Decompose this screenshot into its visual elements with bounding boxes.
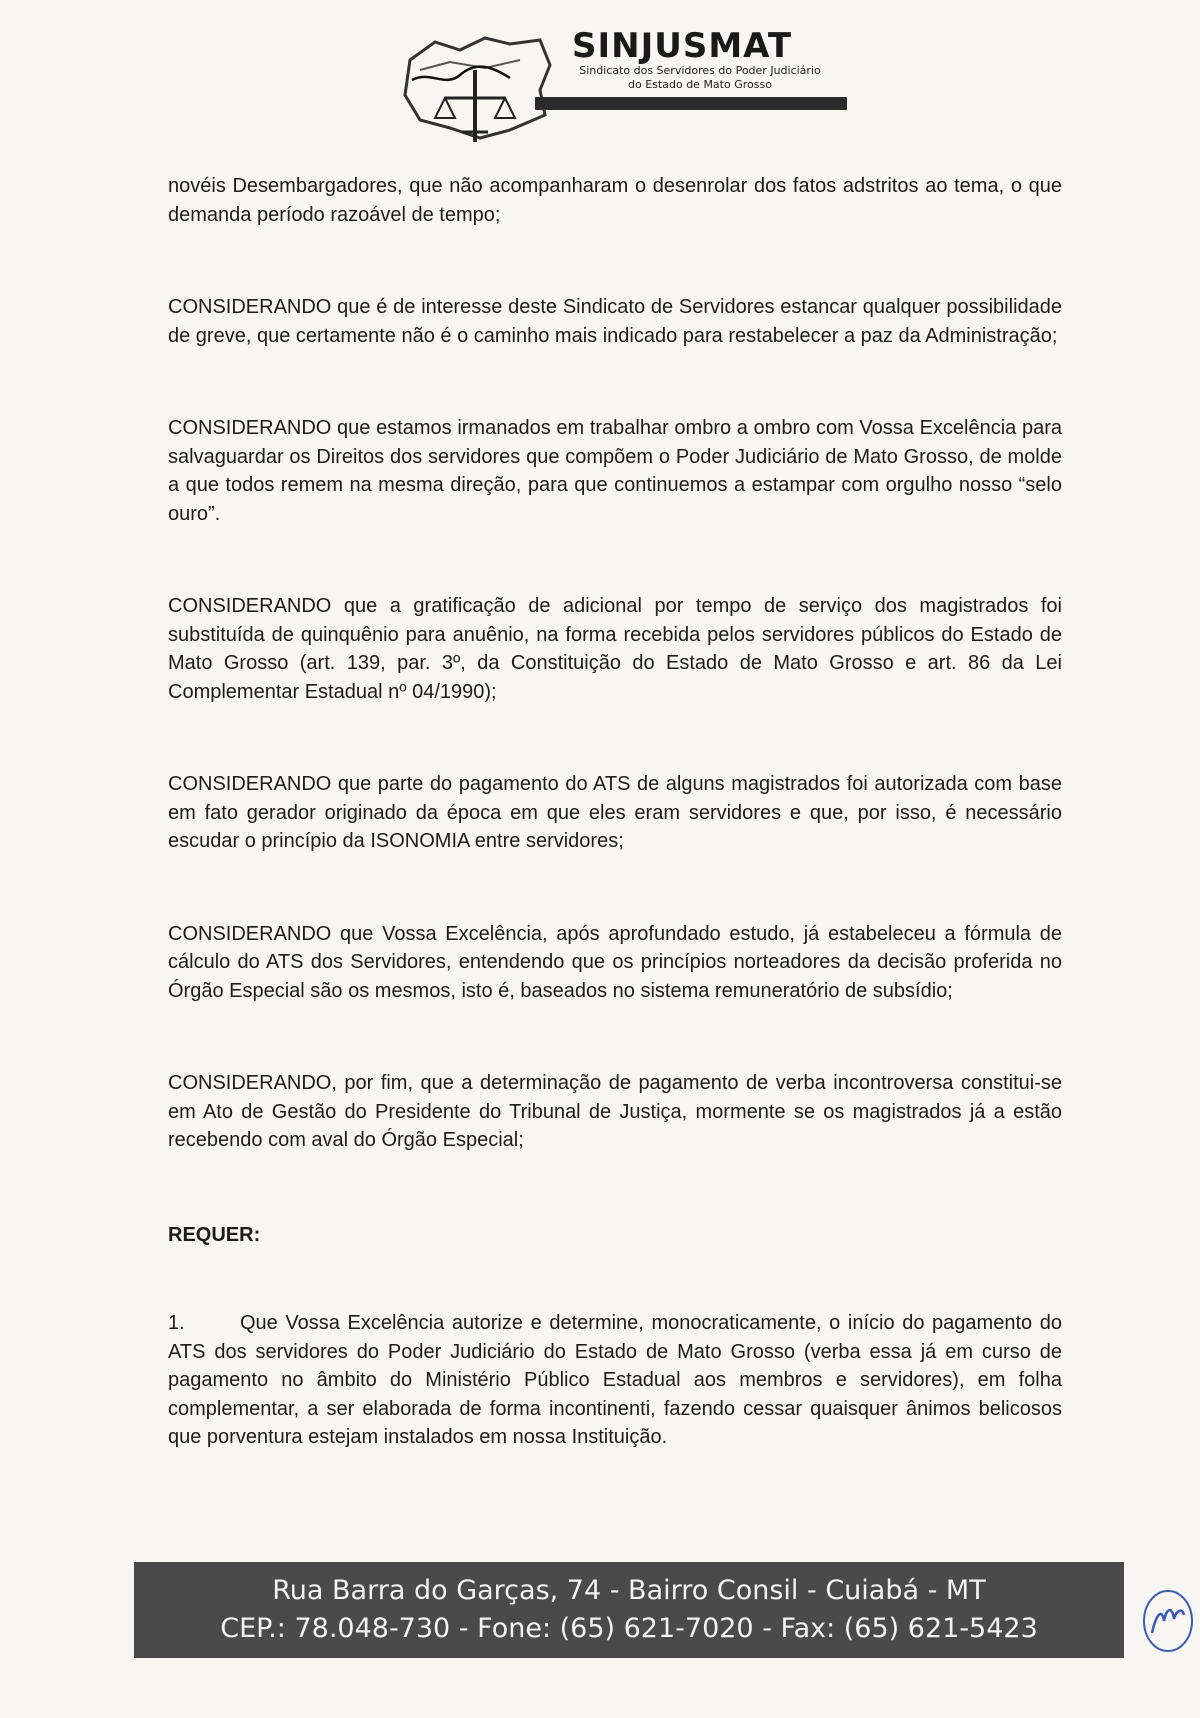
section-heading: REQUER: (168, 1223, 261, 1246)
org-subtitle (550, 64, 850, 92)
request-text: Que Vossa Excelência autorize e determine, monocraticamente, o início do pagamento do ATS dos servidores do Poder Judiciário do Estado de Mato Grosso (verba essa já em curso de pagamento no âmbito do Ministério Público Estadual aos membros e servidores), em folha complementar, a ser elaborada de forma incontinenti, fazendo cessar quaisquer ânimos belicosos que porventura estejam instalados em nossa Instituição. (168, 1312, 1062, 1448)
considerando-paragraph: CONSIDERANDO que Vossa Excelência, após aprofundado estudo, já estabeleceu a fórmula de cálculo do ATS dos Servidores, entendendo que os princípios norteadores da decisão proferida no Órgão Especial são os mesmos, isto é, baseados no sistema remuneratório de subsídio; (168, 922, 1062, 1002)
org-name: SINJUSMAT (572, 26, 793, 66)
org-subtitle-line2: do Estado de Mato Grosso (628, 78, 772, 91)
footer-address-band (134, 1562, 1124, 1658)
footer-address: Rua Barra do Garças, 74 - Bairro Consil - Cuiabá - MT (272, 1575, 986, 1606)
header-bar (535, 97, 847, 110)
body-paragraph: novéis Desembargadores, que não acompanharam o desenrolar dos fatos adstritos ao tema, o que demanda período razoável de tempo; (168, 175, 1062, 226)
scales-of-justice-logo (390, 20, 560, 150)
considerando-paragraph: CONSIDERANDO que é de interesse deste Sindicato de Servidores estancar qualquer possibilidade de greve, que certamente não é o caminho mais indicado para restabelecer a paz da Administração; (168, 296, 1062, 347)
request-item (168, 1309, 1062, 1452)
considerando-paragraph: CONSIDERANDO, por fim, que a determinação de pagamento de verba incontroversa constitui-se em Ato de Gestão do Presidente do Tribunal de Justiça, mormente se os magistrados já a estão recebendo com aval do Órgão Especial; (168, 1072, 1062, 1151)
handwritten-initials-icon (1140, 1585, 1196, 1655)
request-number: 1. (168, 1312, 185, 1334)
considerando-paragraph: CONSIDERANDO que parte do pagamento do ATS de alguns magistrados foi autorizada com base em fato gerador originado da época em que eles eram servidores e que, por isso, é necessário escudar o princípio da ISONOMIA entre servidores; (168, 773, 1062, 852)
org-subtitle-line1: Sindicato dos Servidores do Poder Judiciário (579, 64, 821, 77)
document-body (168, 172, 1062, 1452)
considerando-paragraph: CONSIDERANDO que estamos irmanados em trabalhar ombro a ombro com Vossa Excelência para salvaguardar os Direitos dos servidores que compõem o Poder Judiciário de Mato Grosso, de molde a que todos remem na mesma direção, para que continuemos a estampar com orgulho nosso “selo ouro”. (168, 417, 1062, 525)
considerando-paragraph: CONSIDERANDO que a gratificação de adicional por tempo de serviço dos magistrados foi substituída de quinquênio para anuênio, na forma recebida pelos servidores públicos do Estado de Mato Grosso (art. 139, par. 3º, da Constituição do Estado de Mato Grosso e art. 86 da Lei Complementar Estadual nº 04/1990); (168, 595, 1062, 703)
footer-contact: CEP.: 78.048-730 - Fone: (65) 621-7020 - Fax: (65) 621-5423 (220, 1613, 1038, 1644)
